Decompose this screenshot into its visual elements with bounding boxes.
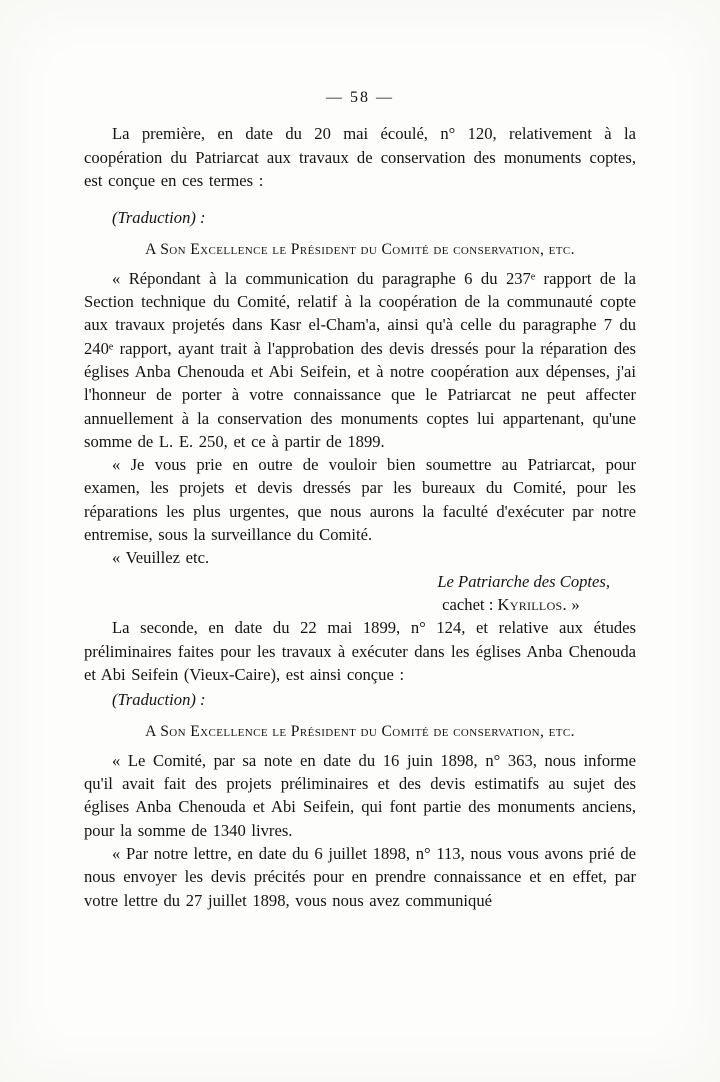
letter-2-paragraph-2: « Par notre lettre, en date du 6 juillet 1898, n° 113, nous vous avons prié de nous envoyer les devis précités pour en prendre connaissance et en effet, par votre lettre du 27 juillet 1898, vous nous avez communiqué bbox=[84, 843, 636, 910]
letter-1-salutation: A Son Excellence le Président du Comité de conservation, etc. bbox=[145, 241, 575, 259]
signature-name: Le Patriarche des Coptes, bbox=[437, 571, 610, 591]
seal-label: cachet : bbox=[442, 594, 498, 614]
letter-1-paragraph-2: « Je vous prie en outre de vouloir bien soumettre au Patriarcat, pour examen, les projets et devis dressés par les bureaux du Comité, pour les réparations les plus urgentes, que nous aurons la faculté d'exécuter par notre entremise, sous la surveillance du Comité. bbox=[84, 455, 636, 545]
letter-1-paragraph-1: « Répondant à la communication du paragraphe 6 du 237ᵉ rapport de la Section technique du Comité, relatif à la coopération de la communauté copte aux travaux projetés dans Kasr el-Cham'a, ainsi qu'à celle du paragraphe 7 du 240ᵉ rapport, ayant trait à l'approbation des devis dressés pour la réparation des églises Anba Chenouda et Abi Seifein, et à notre coopération aux dépenses, j'ai l'honneur de porter à votre connaissance que le Patriarcat ne peut affecter annuellement à la conservation des monuments coptes lui appartenant, qu'une somme de L. E. 250, et ce à partir de 1899. bbox=[84, 268, 636, 451]
letter-1-paragraph-3: « Veuillez etc. bbox=[112, 548, 210, 568]
traduction-label-2: (Traduction) : bbox=[112, 690, 206, 710]
seal-name: Kyrillos. » bbox=[497, 594, 580, 614]
page-number: — 58 — bbox=[326, 89, 394, 106]
letter-2-paragraph-1: « Le Comité, par sa note en date du 16 juin 1898, n° 363, nous informe qu'il avait fait des projets préliminaires et des devis estimatifs au sujet des églises Anba Chenouda et Abi Seifein, qui font partie des monuments anciens, pour la somme de 1340 livres. bbox=[84, 750, 636, 840]
intro-paragraph-2: La seconde, en date du 22 mai 1899, n° 124, et relative aux études préliminaires faites pour les travaux à exécuter dans les églises Anba Chenouda et Abi Seifein (Vieux-Caire), est ainsi conçue : bbox=[84, 618, 636, 684]
letter-2-salutation: A Son Excellence le Président du Comité de conservation, etc. bbox=[145, 723, 575, 741]
traduction-label-1: (Traduction) : bbox=[112, 208, 206, 228]
intro-paragraph-1: La première, en date du 20 mai écoulé, n° 120, relativement à la coopération du Patriarcat aux travaux de conservation des monuments coptes, est conçue en ces termes : bbox=[84, 124, 636, 190]
signature-seal bbox=[84, 593, 636, 616]
letter-1-signature bbox=[84, 570, 636, 617]
